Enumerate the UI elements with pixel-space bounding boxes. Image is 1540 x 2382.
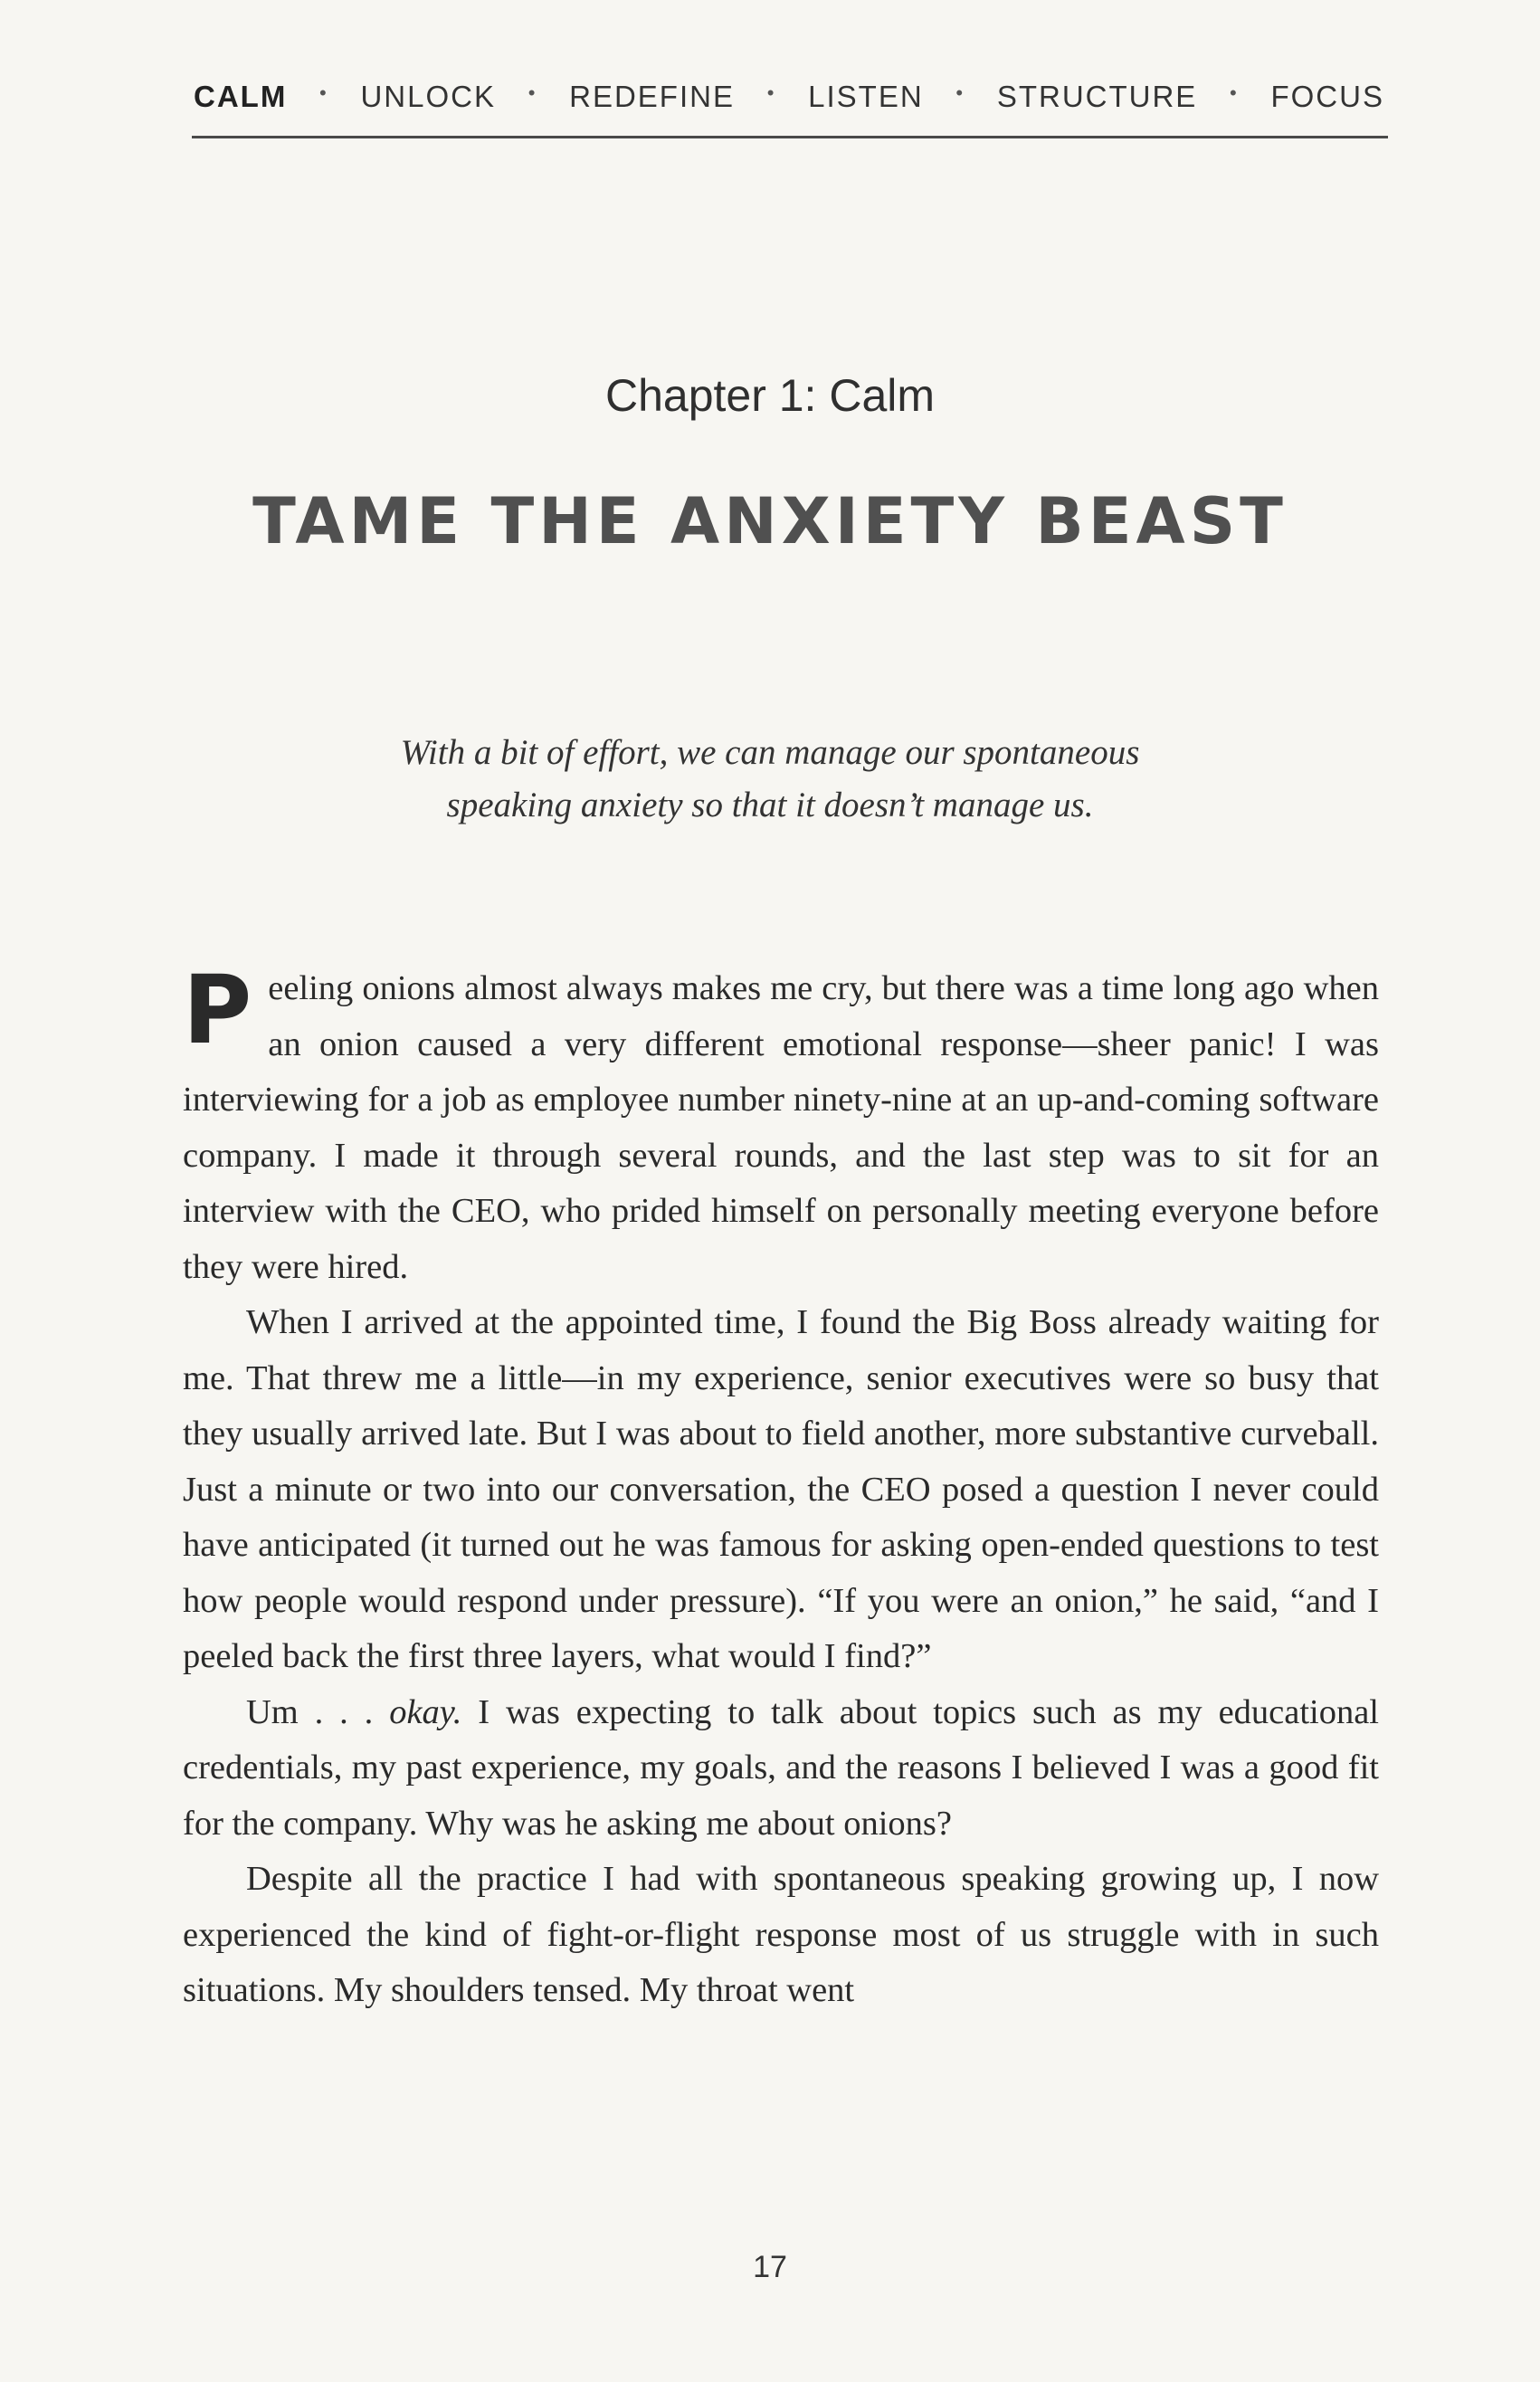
nav-item-focus: FOCUS — [1270, 80, 1384, 113]
emphasis-text: okay. — [389, 1692, 462, 1731]
epigraph-line: With a bit of effort, we can manage our spontaneous — [400, 733, 1140, 772]
nav-separator: • — [766, 81, 776, 104]
paragraph: When I arrived at the appointed time, I found the Big Boss already waiting for me. That threw me a little—in my experience, senior executives were so busy that they usually arrived late. But I was about to field another, more substantive curveball. Just a minute or two into our conversation, the CEO posed a question I never could have anticipated (it turned out he was famous for asking open-ended questions to test how people would respond under pressure). “If you were an onion,” he said, “and I peeled back the first three layers, what would I find?” — [183, 1303, 1379, 1675]
paragraph — [183, 1685, 1379, 1853]
epigraph — [0, 727, 1540, 832]
paragraph: Despite all the practice I had with spontaneous speaking growing up, I now experienced the kind of fight-or-flight response most of us struggle with in such situations. My shoulders tensed. My throat went — [183, 1860, 1379, 2009]
nav-separator: • — [955, 81, 965, 104]
nav-separator: • — [1230, 81, 1239, 104]
paragraph-text: eeling onions almost always makes me cry, but there was a time long ago when an onion caused a very different emotional response—sheer panic! I was interviewing for a job as employee number ninety-nine at an up-and-coming software company. I made it through several rounds, and the last step was to sit for an interview with the CEO, who prided himself on personally meeting everyone before they were hired. — [183, 969, 1379, 1286]
drop-cap: P — [183, 955, 252, 1065]
paragraph-text: I was expecting to talk about topics such as my educational credentials, my past experience, my goals, and the reasons I believed I was a good fit for the company. Why was he asking me about onions? — [183, 1692, 1380, 1843]
nav-item-calm: CALM — [194, 80, 288, 113]
nav-item-unlock: UNLOCK — [360, 80, 496, 113]
nav-separator: • — [319, 81, 328, 104]
nav-item-redefine: REDEFINE — [569, 80, 735, 113]
nav-separator: • — [528, 81, 537, 104]
nav-item-structure: STRUCTURE — [996, 80, 1198, 113]
page-number: 17 — [753, 2250, 787, 2284]
body-text — [183, 955, 1380, 2019]
epigraph-line: speaking anxiety so that it doesn’t manage us. — [446, 786, 1094, 824]
header-divider — [192, 136, 1388, 138]
paragraph-text: Um . . . — [246, 1692, 390, 1731]
chapter-nav-header — [194, 80, 1384, 114]
nav-item-listen: LISTEN — [808, 80, 924, 113]
chapter-title: TAME THE ANXIETY BEAST — [252, 484, 1288, 558]
paragraph — [183, 955, 1379, 1295]
chapter-label: Chapter 1: Calm — [604, 370, 936, 421]
